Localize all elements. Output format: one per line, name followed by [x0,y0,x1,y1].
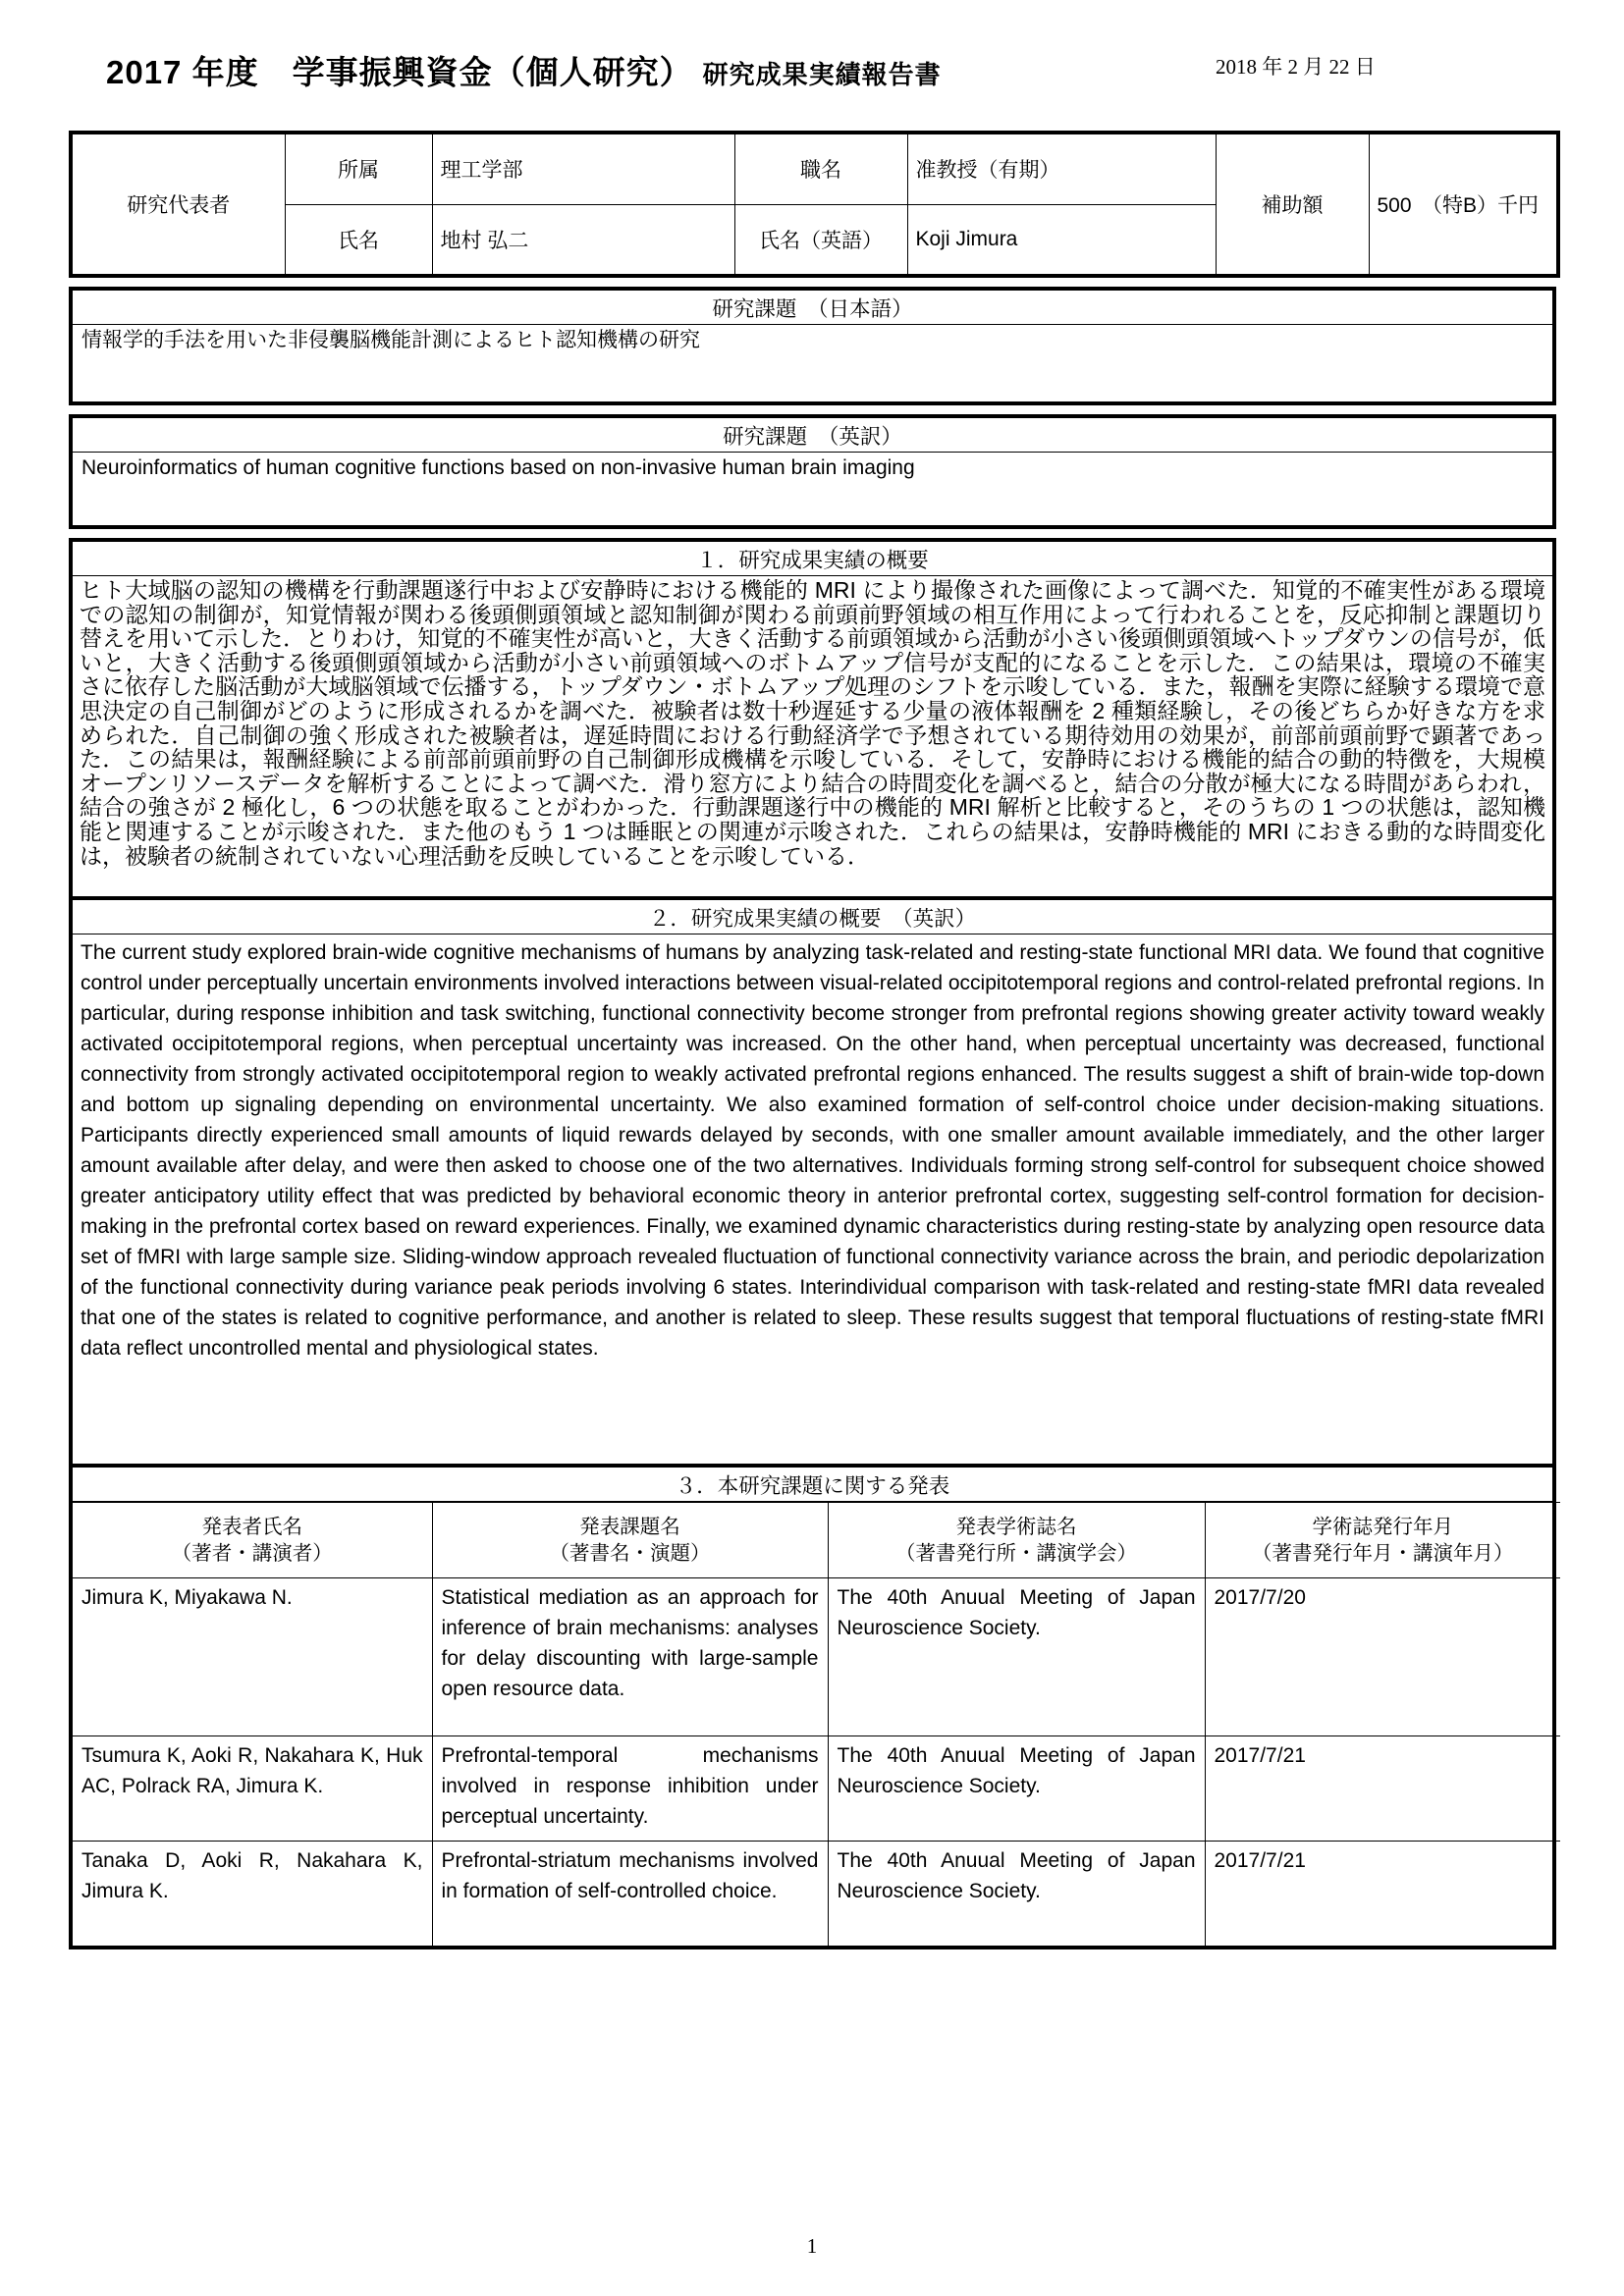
name-label: 氏名 [285,204,432,276]
research-title-en-section [69,414,1556,529]
research-title-ja-section [69,287,1556,405]
research-title-en-body: Neuroinformatics of human cognitive functions based on non-invasive human brain imaging [81,456,915,479]
publication-date: 2017/7/21 [1205,1736,1560,1842]
representative-label: 研究代表者 [71,133,285,276]
publication-venue: The 40th Anuual Meeting of Japan Neuroscience Society. [828,1842,1205,1947]
name-en-value: Koji Jimura [907,204,1216,276]
publication-authors: Tanaka D, Aoki R, Nakahara K, Jimura K. [73,1842,432,1947]
document-body [69,131,1556,1949]
position-label: 職名 [734,133,907,204]
publication-row [73,1578,1560,1736]
page-number: 1 [806,2234,818,2258]
publication-row [73,1736,1560,1842]
results-section [69,538,1556,1949]
publications-header-row [73,1503,1560,1578]
publication-date: 2017/7/21 [1205,1842,1560,1947]
publication-title: Statistical mediation as an approach for inference of brain mechanisms: analyses for delay discounting with large-sample open resource data. [432,1578,828,1736]
col-header-title [432,1503,828,1578]
publication-authors: Jimura K, Miyakawa N. [73,1578,432,1736]
col-header-date-line2: （著書発行年月・講演年月） [1252,1542,1514,1565]
document-title-main: 2017 年度 学事振興資金（個人研究） [106,54,693,90]
publication-title: Prefrontal-striatum mechanisms involved in formation of self-controlled choice. [432,1842,828,1947]
representative-row-1 [71,133,1558,204]
publication-title: Prefrontal-temporal mechanisms involved in response inhibition under perceptual uncertainty. [432,1736,828,1842]
name-en-label: 氏名（英語） [734,204,907,276]
affiliation-value: 理工学部 [432,133,734,204]
col-header-venue-line2: （著書発行所・講演学会） [895,1542,1137,1565]
summary-ja-heading: １．研究成果実績の概要 [73,542,1552,576]
document-title-sub: 研究成果実績報告書 [702,60,942,89]
publication-authors: Tsumura K, Aoki R, Nakahara K, Huk AC, Polrack RA, Jimura K. [73,1736,432,1842]
grant-label: 補助額 [1216,133,1369,276]
col-header-date [1205,1503,1560,1578]
position-value: 准教授（有期） [907,133,1216,204]
document-title [106,47,942,93]
publication-row [73,1842,1560,1947]
research-title-ja-body: 情報学的手法を用いた非侵襲脳機能計測によるヒト認知機構の研究 [81,329,700,351]
representative-table [69,131,1560,278]
research-title-ja-heading: 研究課題 （日本語） [73,291,1552,325]
col-header-authors-line1: 発表者氏名 [201,1516,302,1538]
summary-en-heading: ２．研究成果実績の概要 （英訳） [73,900,1552,934]
publication-date: 2017/7/20 [1205,1578,1560,1736]
col-header-title-line1: 発表課題名 [579,1516,680,1538]
affiliation-label: 所属 [285,133,432,204]
name-value: 地村 弘二 [432,204,734,276]
grant-value: 500 （特B）千円 [1369,133,1558,276]
publication-venue: The 40th Anuual Meeting of Japan Neuroscience Society. [828,1736,1205,1842]
publications-heading: ３．本研究課題に関する発表 [73,1468,1552,1502]
publications-table [73,1502,1560,1946]
col-header-authors [73,1503,432,1578]
research-title-en-heading: 研究課題 （英訳） [73,418,1552,453]
col-header-authors-line2: （著者・講演者） [171,1542,333,1565]
publication-venue: The 40th Anuual Meeting of Japan Neuroscience Society. [828,1578,1205,1736]
col-header-title-line2: （著書名・演題） [549,1542,711,1565]
document-date: 2018 年 2 月 22 日 [1216,55,1376,79]
col-header-date-line1: 学術誌発行年月 [1312,1516,1453,1538]
col-header-venue [828,1503,1205,1578]
summary-en-body: The current study explored brain-wide cognitive mechanisms of humans by analyzing task-related and resting-state functional MRI data. We found that cognitive control under perceptually uncertain environments involved interactions between visual-related occipitotemporal regions and control-related prefrontal regions. In particular, during response inhibition and task switching, functional connectivity become stronger from prefrontal regions showing greater activity toward weakly activated occipitotemporal regions, when perceptual uncertainty was increased. On the other hand, when perceptual uncertainty was decreased, functional connectivity from strongly activated occipitotemporal region to weakly activated prefrontal regions enhanced. The results suggest a shift of brain-wide top-down and bottom up signaling depending on environmental uncertainty. We also examined formation of self-control choice under decision-making situations. Participants directly experienced small amounts of liquid rewards delayed by seconds, with one smaller amount available immediately, and the other larger amount available after delay, and were then asked to choose one of the two alternatives. Individuals forming strong self-control for subsequent choice showed greater anticipatory utility effect that was predicted by behavioral economic theory in anterior prefrontal cortex, suggesting self-control formation for decision-making in the prefrontal cortex based on reward experiences. Finally, we examined dynamic characteristics during resting-state by analyzing open resource data set of fMRI with large sample size. Sliding-window approach revealed fluctuation of functional connectivity variance across the brain, and periodic depolarization of the functional connectivity during variance peak periods involving 6 states. Interindividual comparison with task-related and resting-state fMRI data revealed that one of the states is related to cognitive performance, and another is related to sleep. These results suggest that temporal fluctuations of resting-state fMRI data reflect uncontrolled mental and physiological states. [73,934,1552,1468]
summary-ja-body: ヒト大域脳の認知の機構を行動課題遂行中および安静時における機能的 MRI により撮像された画像によって調べた．知覚的不確実性がある環境での認知の制御が，知覚情報が関わる後頭側頭領域と認知制御が関わる前頭前野領域の相互作用によって行われることを，反応抑制と課題切り替えを用いて示した．とりわけ，知覚的不確実性が高いと，大きく活動する前頭領域から活動が小さい後頭側頭領域へトップダウンの信号が，低いと，大きく活動する後頭側頭領域から活動が小さい前頭領域へのボトムアップ信号が支配的になることを示した．この結果は，環境の不確実さに依存した脳活動が大域脳領域で伝播する，トップダウン・ボトムアップ処理のシフトを示唆している．また，報酬を実際に経験する環境で意思決定の自己制御がどのように形成されるかを調べた．被験者は数十秒遅延する少量の液体報酬を 2 種類経験し，その後どちらか好きな方を求められた．自己制御の強く形成された被験者は，遅延時間における行動経済学で予想されている期待効用の効果が，前部前頭前野で顕著であった．この結果は，報酬経験による前部前頭前野の自己制御形成機構を示唆している．そして，安静時における機能的結合の動的特徴を，大規模オープンリソースデータを解析することによって調べた．滑り窓方により結合の時間変化を調べると，結合の分散が極大になる時間があらわれ，結合の強さが 2 極化し，6 つの状態を取ることがわかった．行動課題遂行中の機能的 MRI 解析と比較すると，そのうちの 1 つの状態は，認知機能と関連することが示唆された．また他のもう 1 つは睡眠との関連が示唆された．これらの結果は，安静時機能的 MRI におきる動的な時間変化は，被験者の統制されていない心理活動を反映していることを示唆している． [73,576,1552,900]
col-header-venue-line1: 発表学術誌名 [955,1516,1077,1538]
